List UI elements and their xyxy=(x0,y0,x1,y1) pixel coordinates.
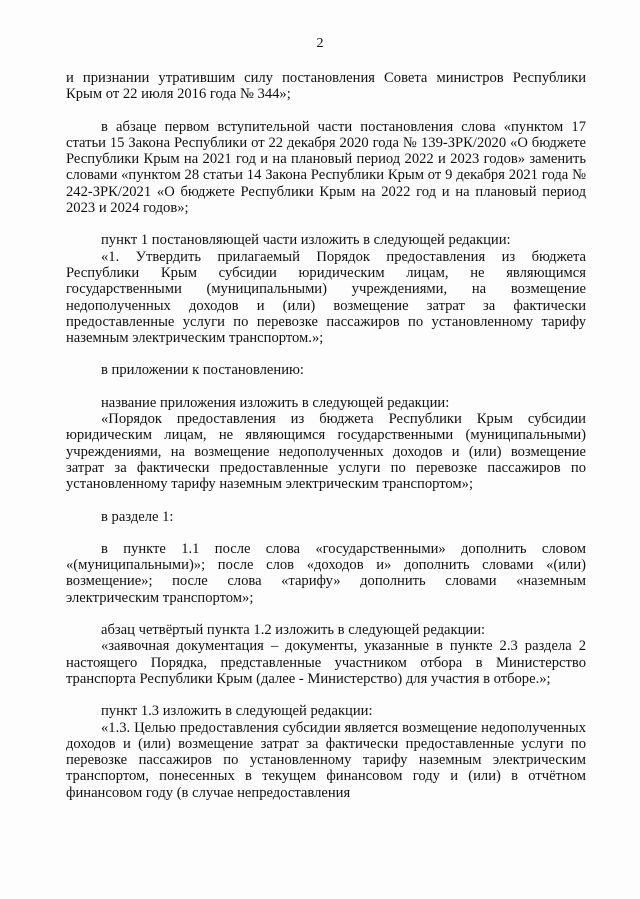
paragraph-item-1-1: в пункте 1.1 после слова «государственными» дополнить словом «(муниципальными)»; после слов «доходов и» дополнить словами «(или) возмещение»; после слова «тарифу» дополнить словами «наземным электрическим транспортом»; xyxy=(66,540,586,606)
paragraph-continuation: и признании утратившим силу постановления Совета министров Республики Крым от 22 июля 2016 года № 344»; xyxy=(66,70,586,103)
paragraph-clause1-text: «1. Утвердить прилагаемый Порядок предоставления из бюджета Республики Крым субсидии юридическим лицам, не являющимся государственными (муниципальными) учреждениями, на возмещение недополученных доходов и (или) возмещение затрат за фактически предоставленные услуги по перевозке пассажиров по установленному тарифу наземным электрическим транспортом.»; xyxy=(66,248,586,347)
paragraph-item-1-2-text: «заявочная документация – документы, указанные в пункте 2.3 раздела 2 настоящего Порядка, представленные участником отбора в Министерство транспорта Республики Крым (далее - Министерство) для участия в отборе.»; xyxy=(66,638,586,687)
document-body xyxy=(66,70,586,801)
paragraph-clause1-intro: пункт 1 постановляющей части изложить в следующей редакции: xyxy=(101,232,511,249)
paragraph-section1-intro: в разделе 1: xyxy=(101,508,174,525)
paragraph-appendix-title-intro: название приложения изложить в следующей редакции: xyxy=(101,394,450,411)
page-number: 2 xyxy=(316,36,324,51)
paragraph-appendix-intro: в приложении к постановлению: xyxy=(101,362,304,379)
paragraph-item-1-3-intro: пункт 1.3 изложить в следующей редакции: xyxy=(101,703,373,720)
paragraph-preamble-amendment: в абзаце первом вступительной части постановления слова «пунктом 17 статьи 15 Закона Республики от 22 декабря 2020 года № 139-ЗРК/2020 «О бюджете Республики Крым на 2021 год и на плановый период 2022 и 2023 годов» заменить словами «пунктом 28 статьи 14 Закона Республики Крым от 9 декабря 2021 года № 242-ЗРК/2021 «О бюджете Республики Крым на 2022 год и на плановый период 2023 и 2024 годов»; xyxy=(66,118,586,217)
paragraph-item-1-3-text: «1.3. Целью предоставления субсидии является возмещение недополученных доходов и (или) возмещение затрат за фактически предоставленные услуги по перевозке пассажиров по установленному тарифу наземным электрическим транспортом, понесенных в текущем финансовом году и (или) в отчётном финансовом году (в случае непредоставления xyxy=(66,719,586,801)
paragraph-item-1-2-intro: абзац четвёртый пункта 1.2 изложить в следующей редакции: xyxy=(101,622,486,639)
paragraph-appendix-title-text: «Порядок предоставления из бюджета Республики Крым субсидии юридическим лицам, не являющимся государственными (муниципальными) учреждениями, на возмещение недополученных доходов и (или) возмещение затрат за фактически предоставленные услуги по перевозке пассажиров по установленному тарифу наземным электрическим транспортом»; xyxy=(66,411,586,493)
